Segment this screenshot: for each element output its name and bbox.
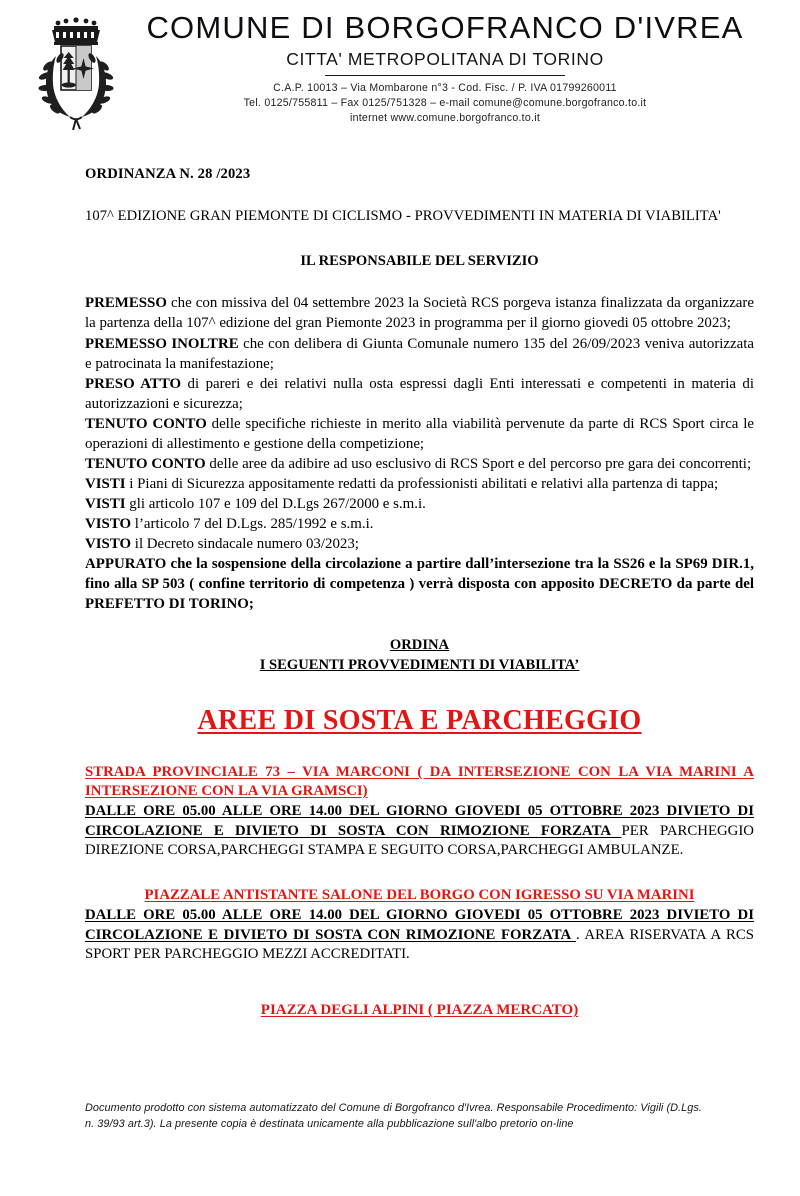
clause-keyword: PREMESSO — [85, 295, 167, 312]
contact-line-phone-email: Tel. 0125/755811 – Fax 0125/751328 – e-mail comune@comune.borgofranco.to.it — [243, 97, 647, 110]
clause-text: delle aree da adibire ad uso esclusivo di RCS Sport e del percorso pre gara dei concorrenti; — [205, 455, 752, 472]
clause-text: di pareri e dei relativi nulla osta espressi dagli Enti interessati e competenti in materia di autorizzazioni e sicurezza; — [85, 375, 754, 412]
letterhead-contact-block — [130, 81, 760, 126]
clause-text: delle specifiche richieste in merito alla viabilità pervenute da parte di RCS Sport circa le operazioni di allestimento e gestione della competizione; — [85, 415, 754, 452]
contact-line-website: internet www.comune.borgofranco.to.it — [349, 112, 541, 125]
provision-location-heading: PIAZZALE ANTISTANTE SALONE DEL BORGO CON IGRESSO SU VIA MARINI — [144, 887, 695, 904]
clause-paragraph — [85, 334, 754, 374]
clause-keyword: VISTI — [85, 475, 126, 492]
footer-line-1: Documento prodotto con sistema automatizzato del Comune di Borgofranco d'Ivrea. Responsabile Procedimento: Vigili (D.Lgs. — [85, 1102, 702, 1114]
provision-detail-text: PER PARCHEGGIO DIREZIONE CORSA,PARCHEGGI STAMPA E SEGUITO CORSA,PARCHEGGI AMBULANZE. — [85, 822, 754, 858]
ordina-word: ORDINA — [389, 637, 450, 654]
clause-paragraph — [85, 474, 754, 494]
ordinance-subject: 107^ EDIZIONE GRAN PIEMONTE DI CICLISMO - PROVVEDIMENTI IN MATERIA DI VIABILITA' — [85, 208, 721, 224]
clause-paragraph — [85, 554, 754, 614]
provision-detail-text: . AREA RISERVATA A RCS SPORT PER PARCHEGGIO MEZZI ACCREDITATI. — [85, 926, 754, 962]
contact-line-address: C.A.P. 10013 – Via Mombarone n°3 - Cod. Fisc. / P. IVA 01799260011 — [273, 82, 617, 95]
clause-keyword: TENUTO CONTO — [85, 455, 206, 472]
clause-keyword: VISTI — [85, 495, 126, 512]
clause-keyword: APPURATO — [85, 556, 167, 573]
provision-body — [85, 802, 754, 860]
clause-paragraph — [85, 414, 754, 454]
clause-text: che con delibera di Giunta Comunale numero 135 del 26/09/2023 veniva autorizzata e patrocinata la manifestazione; — [85, 335, 755, 372]
letterhead — [0, 0, 800, 132]
letterhead-text-block — [130, 12, 760, 126]
provision-section — [85, 886, 754, 964]
provision-body — [85, 906, 754, 964]
clause-paragraph — [85, 514, 754, 534]
comune-coat-of-arms-icon — [34, 12, 118, 130]
clauses-list — [85, 293, 754, 614]
provision-restriction-text: DALLE ORE 05.00 ALLE ORE 14.00 DEL GIORNO GIOVEDI 05 OTTOBRE 2023 DIVIETO DI CIRCOLAZIONE E DIVIETO DI SOSTA CON RIMOZIONE FORZATA — [85, 907, 754, 943]
ordina-subtitle: I SEGUENTI PROVVEDIMENTI DI VIABILITA’ — [259, 656, 580, 673]
clause-paragraph — [85, 454, 754, 474]
provision-restriction-text: DALLE ORE 05.00 ALLE ORE 14.00 DEL GIORNO GIOVEDI 05 OTTOBRE 2023 DIVIETO DI CIRCOLAZIONE E DIVIETO DI SOSTA CON RIMOZIONE FORZATA — [85, 803, 754, 839]
clause-text: il Decreto sindacale numero 03/2023; — [131, 535, 359, 552]
clause-text: che la sospensione della circolazione a partire dall’intersezione tra la SS26 e la SP69 DIR.1, fino alla SP 503 ( confine territorio di competenza ) verrà disposta con apposito DECRETO da parte del PREFETTO DI TORINO; — [85, 556, 754, 613]
main-red-heading: AREE DI SOSTA E PARCHEGGIO — [197, 704, 642, 736]
provision-location-heading: STRADA PROVINCIALE 73 – VIA MARCONI ( DA INTERSEZIONE CON LA VIA MARINI A INTERSEZIONE CON LA VIA GRAMSCI) — [85, 763, 754, 800]
clause-keyword: PRESO ATTO — [85, 375, 182, 392]
clause-keyword: VISTO — [85, 535, 132, 552]
clause-paragraph — [85, 494, 754, 514]
clause-keyword: TENUTO CONTO — [85, 415, 207, 432]
ordinance-number: ORDINANZA N. 28 /2023 — [85, 166, 251, 182]
letterhead-divider — [130, 75, 760, 76]
provision-section — [85, 763, 754, 860]
final-red-heading: PIAZZA DEGLI ALPINI ( PIAZZA MERCATO) — [260, 1002, 579, 1019]
clause-text: gli articolo 107 e 109 del D.Lgs 267/2000 e s.m.i. — [125, 495, 426, 512]
document-footer — [85, 1100, 754, 1133]
footer-line-2: n. 39/93 art.3). La presente copia è destinata unicamente alla pubblicazione sull'albo pretorio on-line — [85, 1118, 574, 1131]
ordina-block — [85, 636, 754, 675]
page-title: COMUNE DI BORGOFRANCO D'IVREA — [146, 10, 744, 45]
clause-keyword: VISTO — [85, 515, 132, 532]
clause-paragraph — [85, 534, 754, 554]
sections-list — [85, 763, 754, 964]
clause-keyword: PREMESSO INOLTRE — [85, 335, 239, 352]
clause-text: l’articolo 7 del D.Lgs. 285/1992 e s.m.i. — [131, 515, 374, 532]
clause-text: i Piani di Sicurezza appositamente redatti da professionisti abilitati e relativi alla partenza di tappa; — [125, 475, 719, 492]
document-body — [0, 166, 800, 1019]
authority-heading: IL RESPONSABILE DEL SERVIZIO — [300, 253, 539, 270]
letterhead-subtitle: CITTA' METROPOLITANA DI TORINO — [286, 48, 604, 69]
clause-paragraph — [85, 293, 754, 333]
clause-paragraph — [85, 374, 754, 414]
clause-text: che con missiva del 04 settembre 2023 la Società RCS porgeva istanza finalizzata da organizzare la partenza della 107^ edizione del gran Piemonte 2023 in programma per il giorno giovedi 05 ottobre 2023; — [85, 295, 754, 332]
